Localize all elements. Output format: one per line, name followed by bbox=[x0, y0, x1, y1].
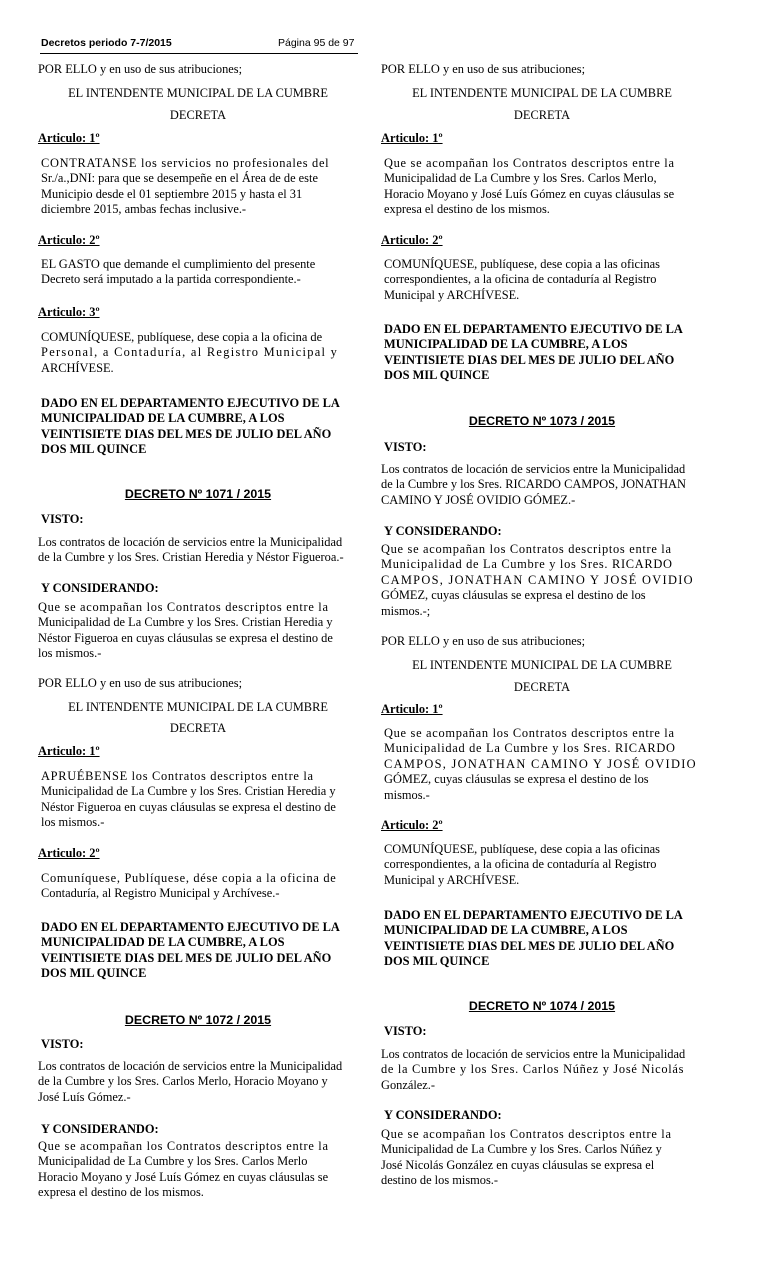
decree-title: DECRETO Nº 1071 / 2015 bbox=[124, 487, 272, 501]
text-line: VEINTISIETE DIAS DEL MES DE JULIO DEL AÑO bbox=[384, 352, 675, 367]
visto-heading: VISTO: bbox=[384, 440, 427, 454]
intendente-heading: EL INTENDENTE MUNICIPAL DE LA CUMBRE bbox=[68, 86, 328, 100]
decreta-heading: DECRETA bbox=[513, 108, 571, 122]
text-line: diciembre 2015, ambas fechas inclusive.- bbox=[41, 202, 247, 217]
dado-block bbox=[384, 908, 683, 970]
articulo-body bbox=[384, 156, 675, 218]
text-line: Que se acompañan los Contratos descriptos entre la bbox=[38, 1139, 329, 1153]
articulo-heading: Articulo: 3º bbox=[38, 305, 100, 319]
text-line: DADO EN EL DEPARTAMENTO EJECUTIVO DE LA bbox=[384, 908, 683, 922]
articulo-body bbox=[384, 842, 660, 888]
articulo-body bbox=[41, 871, 337, 902]
visto-heading: VISTO: bbox=[41, 1037, 84, 1051]
articulo-heading: Articulo: 1º bbox=[381, 702, 443, 716]
articulo-heading: Articulo: 2º bbox=[381, 818, 443, 832]
text-line: CONTRATANSE los servicios no profesionales del bbox=[41, 156, 330, 170]
text-line: MUNICIPALIDAD DE LA CUMBRE, A LOS bbox=[384, 923, 628, 938]
text-line: Néstor Figueroa en cuyas cláusulas se expresa el destino de bbox=[38, 630, 333, 645]
por-ello-text: POR ELLO y en uso de sus atribuciones; bbox=[381, 62, 586, 76]
text-line: DOS MIL QUINCE bbox=[41, 966, 147, 981]
articulo-heading: Articulo: 2º bbox=[381, 233, 443, 247]
text-line: Municipal y ARCHÍVESE. bbox=[384, 872, 520, 887]
text-line: Los contratos de locación de servicios entre la Municipalidad bbox=[38, 535, 343, 549]
text-line: CAMPOS, JONATHAN CAMINO Y JOSÉ OVIDIO bbox=[384, 756, 697, 771]
text-line: DOS MIL QUINCE bbox=[384, 368, 490, 383]
text-line: Sr./a.,DNI: para que se desempeñe en el Área de de este bbox=[41, 171, 318, 186]
articulo-body bbox=[41, 769, 336, 831]
text-line: Municipal y ARCHÍVESE. bbox=[384, 287, 520, 302]
text-line: EL GASTO que demande el cumplimiento del presente bbox=[41, 257, 316, 271]
text-line: MUNICIPALIDAD DE LA CUMBRE, A LOS bbox=[384, 337, 628, 352]
text-line: José Luís Gómez.- bbox=[38, 1089, 131, 1104]
dado-block bbox=[41, 920, 340, 982]
text-line: Que se acompañan los Contratos descriptos entre la bbox=[384, 156, 675, 170]
por-ello-text: POR ELLO y en uso de sus atribuciones; bbox=[38, 62, 243, 76]
text-line: MUNICIPALIDAD DE LA CUMBRE, A LOS bbox=[41, 411, 285, 426]
text-line: Personal, a Contaduría, al Registro Municipal y bbox=[41, 345, 339, 360]
text-line: GÓMEZ, cuyas cláusulas se expresa el destino de los bbox=[384, 772, 649, 787]
considerando-heading: Y CONSIDERANDO: bbox=[41, 581, 159, 595]
text-line: expresa el destino de los mismos. bbox=[38, 1185, 204, 1200]
articulo-body bbox=[384, 726, 697, 803]
considerando-heading: Y CONSIDERANDO: bbox=[384, 1108, 502, 1122]
text-line: Municipalidad de La Cumbre y los Sres. Carlos Núñez y bbox=[381, 1142, 662, 1157]
por-ello-text: POR ELLO y en uso de sus atribuciones; bbox=[38, 676, 243, 690]
intendente-heading: EL INTENDENTE MUNICIPAL DE LA CUMBRE bbox=[68, 700, 328, 714]
visto-body bbox=[381, 1047, 685, 1093]
text-line: de la Cumbre y los Sres. Carlos Núñez y José Nicolás bbox=[381, 1062, 685, 1077]
text-line: de la Cumbre y los Sres. RICARDO CAMPOS, JONATHAN bbox=[381, 477, 686, 492]
decreta-heading: DECRETA bbox=[169, 721, 227, 735]
decree-title: DECRETO Nº 1074 / 2015 bbox=[468, 999, 616, 1013]
text-line: CAMINO Y JOSÉ OVIDIO GÓMEZ.- bbox=[381, 492, 576, 507]
articulo-heading: Articulo: 1º bbox=[381, 131, 443, 145]
text-line: de la Cumbre y los Sres. Cristian Heredia y Néstor Figueroa.- bbox=[38, 550, 344, 565]
visto-body bbox=[381, 462, 686, 508]
left-column bbox=[38, 62, 358, 1212]
text-line: correspondientes, a la oficina de contaduría al Registro bbox=[384, 857, 657, 872]
visto-body bbox=[38, 535, 344, 566]
text-line: mismos.-; bbox=[381, 603, 431, 618]
text-line: González.- bbox=[381, 1077, 436, 1092]
visto-body bbox=[38, 1059, 342, 1105]
text-line: Comuníquese, Publíquese, dése copia a la oficina de bbox=[41, 871, 337, 885]
text-line: Que se acompañan los Contratos descriptos entre la bbox=[384, 726, 675, 740]
text-line: Municipalidad de La Cumbre y los Sres. Carlos Merlo bbox=[38, 1154, 308, 1169]
text-line: expresa el destino de los mismos. bbox=[384, 202, 550, 217]
text-line: COMUNÍQUESE, publíquese, dese copia a las oficinas bbox=[384, 842, 660, 856]
text-line: de la Cumbre y los Sres. Carlos Merlo, Horacio Moyano y bbox=[38, 1074, 328, 1089]
articulo-heading: Articulo: 2º bbox=[38, 846, 100, 860]
text-line: DOS MIL QUINCE bbox=[384, 954, 490, 969]
considerando-body bbox=[381, 1127, 672, 1189]
text-line: Contaduría, al Registro Municipal y Archívese.- bbox=[41, 886, 280, 901]
page-number: Página 95 de 97 bbox=[278, 37, 355, 49]
articulo-body bbox=[41, 257, 315, 288]
decreta-heading: DECRETA bbox=[513, 680, 571, 694]
text-line: Municipalidad de La Cumbre y los Sres. RICARDO bbox=[381, 557, 673, 572]
text-line: Que se acompañan los Contratos descriptos entre la bbox=[38, 600, 329, 614]
articulo-body bbox=[384, 257, 660, 303]
text-line: VEINTISIETE DIAS DEL MES DE JULIO DEL AÑO bbox=[41, 426, 332, 441]
considerando-heading: Y CONSIDERANDO: bbox=[384, 524, 502, 538]
text-line: los mismos.- bbox=[38, 646, 102, 661]
text-line: COMUNÍQUESE, publíquese, dese copia a la oficina de bbox=[41, 330, 323, 344]
text-line: Los contratos de locación de servicios entre la Municipalidad bbox=[38, 1059, 343, 1073]
right-column bbox=[381, 62, 703, 1212]
page-header bbox=[40, 37, 358, 54]
decree-title: DECRETO Nº 1072 / 2015 bbox=[124, 1013, 272, 1027]
visto-heading: VISTO: bbox=[41, 512, 84, 526]
text-line: Municipalidad de La Cumbre y los Sres. Cristian Heredia y bbox=[41, 784, 336, 799]
text-line: CAMPOS, JONATHAN CAMINO Y JOSÉ OVIDIO bbox=[381, 572, 694, 587]
text-line: correspondientes, a la oficina de contaduría al Registro bbox=[384, 272, 657, 287]
text-line: Los contratos de locación de servicios entre la Municipalidad bbox=[381, 462, 686, 476]
text-line: VEINTISIETE DIAS DEL MES DE JULIO DEL AÑO bbox=[41, 950, 332, 965]
text-line: DOS MIL QUINCE bbox=[41, 442, 147, 457]
intendente-heading: EL INTENDENTE MUNICIPAL DE LA CUMBRE bbox=[412, 658, 672, 672]
text-line: ARCHÍVESE. bbox=[41, 360, 114, 375]
decreta-heading: DECRETA bbox=[169, 108, 227, 122]
articulo-heading: Articulo: 2º bbox=[38, 233, 100, 247]
dado-block bbox=[384, 322, 683, 384]
dado-block bbox=[41, 396, 340, 458]
header-title: Decretos periodo 7-7/2015 bbox=[41, 37, 172, 49]
text-line: Los contratos de locación de servicios entre la Municipalidad bbox=[381, 1047, 686, 1061]
text-line: VEINTISIETE DIAS DEL MES DE JULIO DEL AÑO bbox=[384, 938, 675, 953]
text-line: Municipio desde el 01 septiembre 2015 y hasta el 31 bbox=[41, 186, 303, 201]
text-line: DADO EN EL DEPARTAMENTO EJECUTIVO DE LA bbox=[41, 396, 340, 410]
text-line: Horacio Moyano y José Luís Gómez en cuyas cláusulas se bbox=[38, 1169, 329, 1184]
text-line: destino de los mismos.- bbox=[381, 1173, 499, 1188]
considerando-body bbox=[38, 600, 333, 662]
text-line: Municipalidad de La Cumbre y los Sres. RICARDO bbox=[384, 741, 676, 756]
por-ello-text: POR ELLO y en uso de sus atribuciones; bbox=[381, 634, 586, 648]
considerando-body bbox=[381, 542, 694, 619]
text-line: mismos.- bbox=[384, 787, 430, 802]
text-line: Horacio Moyano y José Luís Gómez en cuyas cláusulas se bbox=[384, 186, 675, 201]
visto-heading: VISTO: bbox=[384, 1024, 427, 1038]
text-line: DADO EN EL DEPARTAMENTO EJECUTIVO DE LA bbox=[384, 322, 683, 336]
intendente-heading: EL INTENDENTE MUNICIPAL DE LA CUMBRE bbox=[412, 86, 672, 100]
text-line: Que se acompañan los Contratos descriptos entre la bbox=[381, 542, 672, 556]
text-line: MUNICIPALIDAD DE LA CUMBRE, A LOS bbox=[41, 935, 285, 950]
articulo-heading: Articulo: 1º bbox=[38, 131, 100, 145]
text-line: Néstor Figueroa en cuyas cláusulas se expresa el destino de bbox=[41, 799, 336, 814]
text-line: APRUÉBENSE los Contratos descriptos entre la bbox=[41, 769, 314, 783]
text-line: DADO EN EL DEPARTAMENTO EJECUTIVO DE LA bbox=[41, 920, 340, 934]
text-line: Municipalidad de La Cumbre y los Sres. Carlos Merlo, bbox=[384, 171, 657, 186]
text-line: José Nicolás González en cuyas cláusulas se expresa el bbox=[381, 1157, 655, 1172]
text-line: Decreto será imputado a la partida correspondiente.- bbox=[41, 272, 301, 287]
considerando-body bbox=[38, 1139, 329, 1201]
text-line: GÓMEZ, cuyas cláusulas se expresa el destino de los bbox=[381, 588, 646, 603]
considerando-heading: Y CONSIDERANDO: bbox=[41, 1122, 159, 1136]
text-line: los mismos.- bbox=[41, 815, 105, 830]
text-line: COMUNÍQUESE, publíquese, dese copia a las oficinas bbox=[384, 257, 660, 271]
articulo-heading: Articulo: 1º bbox=[38, 744, 100, 758]
text-line: Municipalidad de La Cumbre y los Sres. Cristian Heredia y bbox=[38, 615, 333, 630]
articulo-body bbox=[41, 156, 329, 218]
decree-title: DECRETO Nº 1073 / 2015 bbox=[468, 414, 616, 428]
articulo-body bbox=[41, 330, 338, 376]
text-line: Que se acompañan los Contratos descriptos entre la bbox=[381, 1127, 672, 1141]
